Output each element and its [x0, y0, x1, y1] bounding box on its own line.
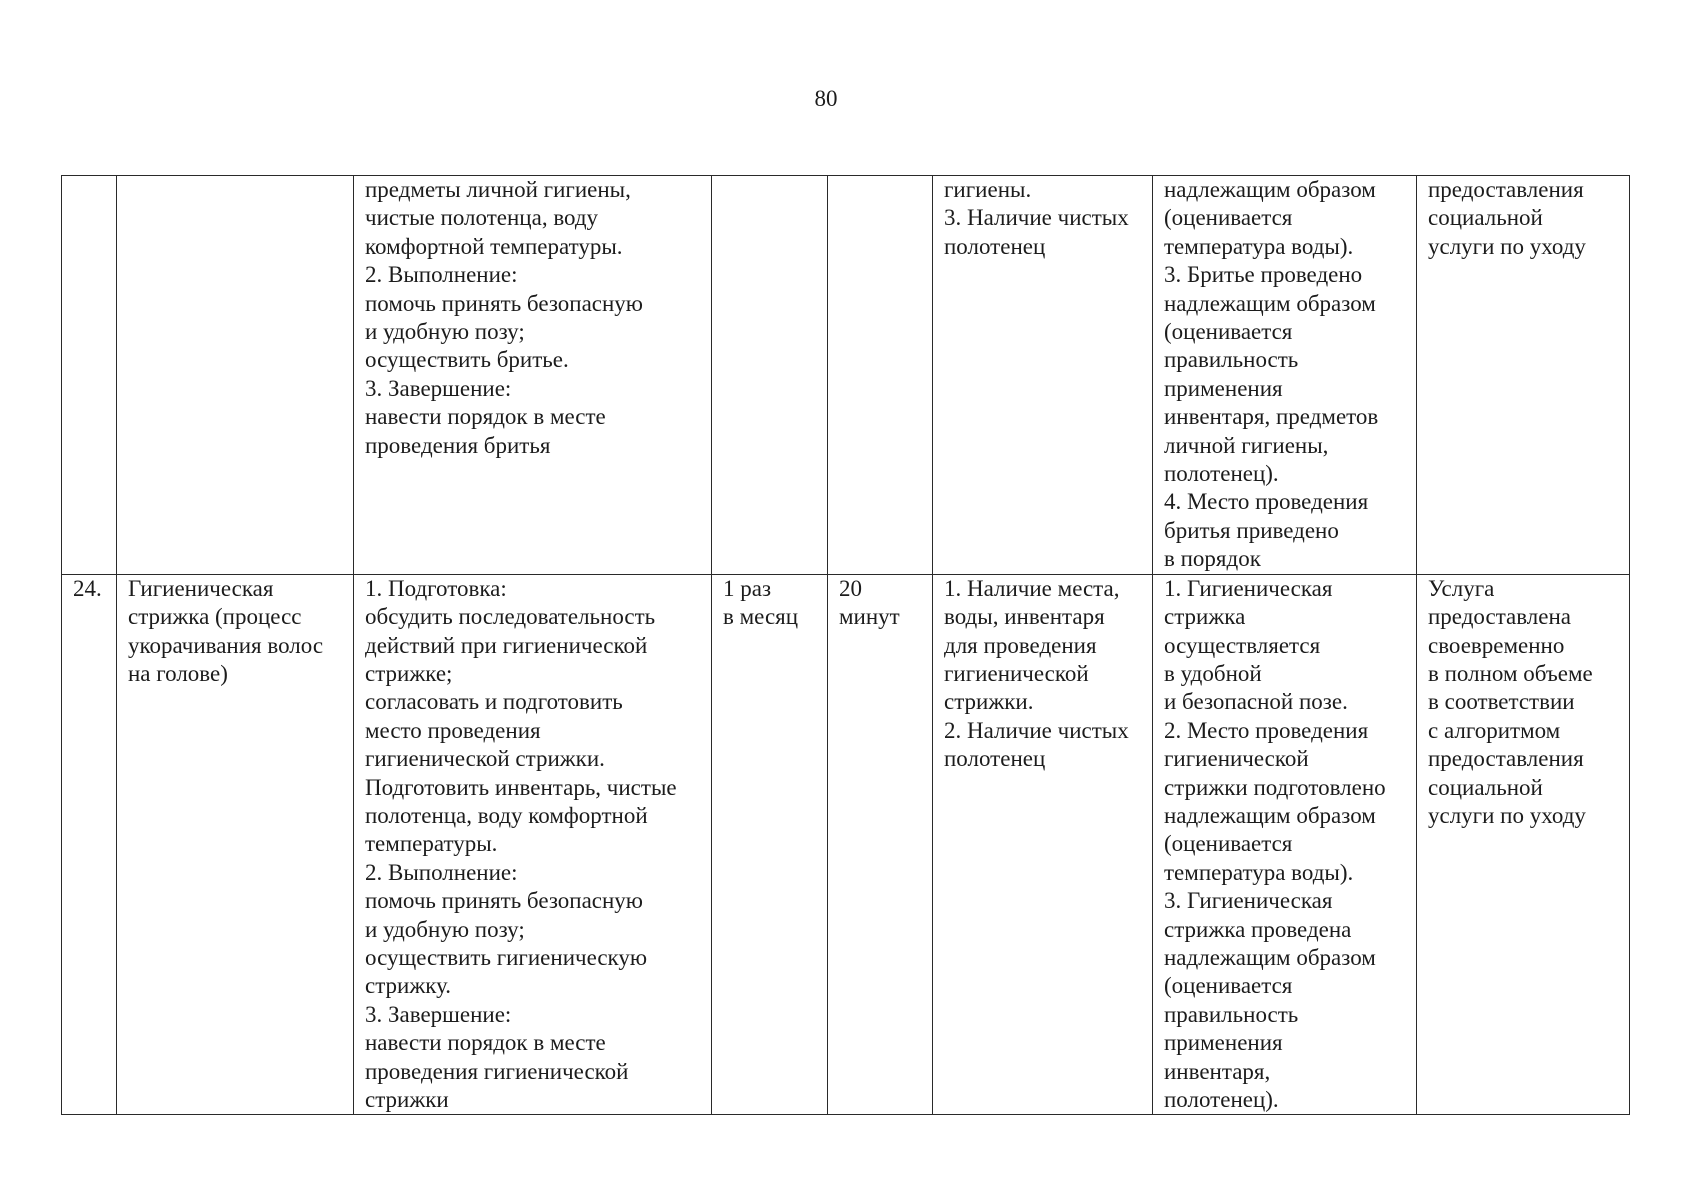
- cell-quality-indicators: надлежащим образом (оценивается температура воды). 3. Бритье проведено надлежащим образом (оценивается правильность применения инвентаря, предметов личной гигиены, полотенец). 4. Место проведения бритья приведено в порядок: [1153, 176, 1417, 575]
- cell-service-content: предметы личной гигиены, чистые полотенца, воду комфортной температуры. 2. Выполнение: помочь принять безопасную и удобную позу; осуществить бритье. 3. Завершение: навести порядок в месте проведения бритья: [354, 176, 712, 575]
- cell-duration: 20 минут: [828, 574, 933, 1115]
- cell-conditions: 1. Наличие места, воды, инвентаря для проведения гигиенической стрижки. 2. Наличие чистых полотенец: [933, 574, 1153, 1115]
- cell-frequency: 1 раз в месяц: [712, 574, 828, 1115]
- cell-service-name: [117, 176, 354, 575]
- page-number: 80: [814, 86, 838, 111]
- cell-service-content: 1. Подготовка: обсудить последовательность действий при гигиенической стрижке; согласовать и подготовить место проведения гигиенической стрижки. Подготовить инвентарь, чистые полотенца, воду комфортной температуры. 2. Выполнение: помочь принять безопасную и удобную позу; осуществить гигиеническую стрижку. 3. Завершение: навести порядок в месте проведения гигиенической стрижки: [354, 574, 712, 1115]
- cell-service-name: Гигиеническая стрижка (процесс укорачивания волос на голове): [117, 574, 354, 1115]
- table-row-24: [62, 574, 1630, 1115]
- cell-result: Услуга предоставлена своевременно в полном объеме в соответствии с алгоритмом предоставления социальной услуги по уходу: [1417, 574, 1630, 1115]
- cell-number: [62, 176, 117, 575]
- cell-conditions: гигиены. 3. Наличие чистых полотенец: [933, 176, 1153, 575]
- table-row-continuation: [62, 176, 1630, 575]
- service-standards-table: [61, 175, 1630, 1115]
- cell-number: 24.: [62, 574, 117, 1115]
- cell-duration: [828, 176, 933, 575]
- cell-quality-indicators: 1. Гигиеническая стрижка осуществляется в удобной и безопасной позе. 2. Место проведения гигиенической стрижки подготовлено надлежащим образом (оценивается температура воды). 3. Гигиеническая стрижка проведена надлежащим образом (оценивается правильность применения инвентаря, полотенец).: [1153, 574, 1417, 1115]
- cell-result: предоставления социальной услуги по уходу: [1417, 176, 1630, 575]
- cell-frequency: [712, 176, 828, 575]
